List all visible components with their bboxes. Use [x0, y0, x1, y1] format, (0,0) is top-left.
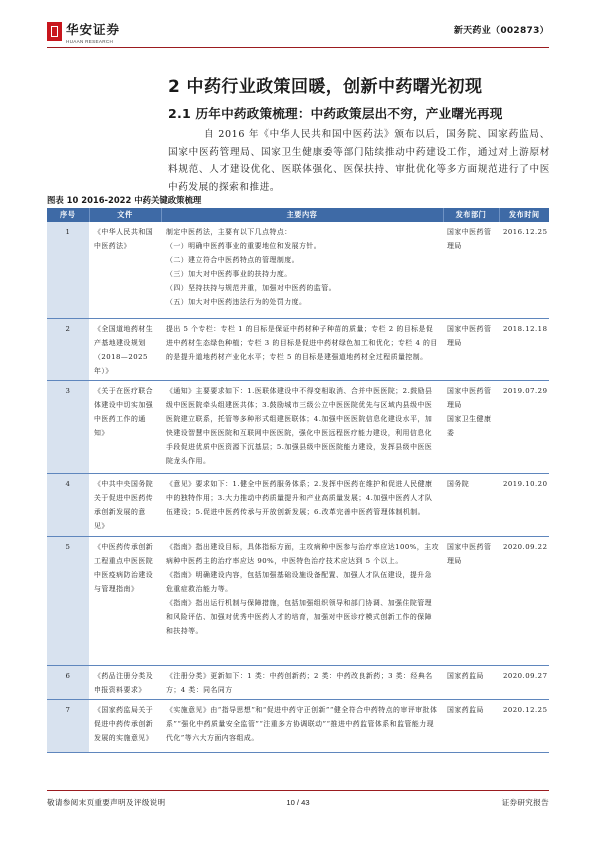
department-name: 国家药监局: [447, 705, 484, 714]
row-content: [161, 318, 443, 380]
row-date: 2020.12.25: [499, 699, 549, 752]
content-line: 《通知》主要要求如下：1.医联体建设中不得变相取消、合并中医医院；2.鼓励县级中医医院牵头组建医共体；3.鼓励城市三级公立中医医院优先与区域内县级中医医院建立联系，托管等多种形式组建医联体；4.加强中医医院信息化建设水平，加快建设智慧中医医院和互联网中医医院，强化中医远程医疗能力建设，利用信息化手段促进优质中医资源下沉基层；5.加强县级中医医院能力建设，发挥县级中医医院龙头作用。: [166, 386, 433, 465]
row-index: 7: [47, 699, 89, 752]
row-content: [161, 473, 443, 536]
table-caption: 图表 10 2016-2022 中药关键政策梳理: [47, 195, 202, 205]
content-line: 制定中医药法，主要有以下几点特点：: [166, 228, 292, 236]
company-ticker: 新天药业（002873）: [453, 26, 549, 36]
row-index: 6: [47, 665, 89, 699]
row-file: 《中医药传承创新工程重点中医医院中医疫病防治建设与管理指南》: [89, 536, 161, 665]
content-line: （一）明确中医药事业的重要地位和发展方针。: [166, 242, 322, 250]
content-line: （二）建立符合中医药特点的管理制度。: [166, 256, 300, 264]
row-department: [443, 473, 499, 536]
column-header-file: 文件: [89, 208, 161, 222]
department-name: 国家药监局: [447, 671, 484, 680]
table-row: [47, 699, 549, 752]
row-file: 《全国道地药材生产基地建设规划（2018—2025 年）》: [89, 318, 161, 380]
content-line: （五）加大对中医药违法行为的处罚力度。: [166, 298, 307, 306]
column-header-department: 发布部门: [443, 208, 499, 222]
department-name: 国家卫生健康委: [447, 414, 492, 437]
huaan-logo-icon: [47, 22, 62, 41]
table-header-row: [47, 208, 549, 222]
column-header-index: 序号: [47, 208, 89, 222]
row-content: [161, 536, 443, 665]
row-file: 《关于在医疗联合体建设中切实加强中医药工作的通知》: [89, 380, 161, 473]
row-index: 2: [47, 318, 89, 380]
row-file: 《药品注册分类及申报资料要求》: [89, 665, 161, 699]
row-department: [443, 665, 499, 699]
row-content: [161, 380, 443, 473]
table-row: [47, 222, 549, 318]
row-date: 2019.07.29: [499, 380, 549, 473]
row-index: 5: [47, 536, 89, 665]
department-name: 国家中医药管理局: [447, 386, 492, 409]
row-department: [443, 222, 499, 318]
row-content: [161, 665, 443, 699]
row-index: 3: [47, 380, 89, 473]
row-department: [443, 318, 499, 380]
row-index: 1: [47, 222, 89, 318]
row-index: 4: [47, 473, 89, 536]
section-subtitle: 2.1 历年中药政策梳理：中药政策层出不穷，产业曙光再现: [168, 106, 503, 121]
column-header-content: 主要内容: [161, 208, 443, 222]
page-number: 10 / 43: [286, 798, 310, 807]
content-line: （三）加大对中医药事业的扶持力度。: [166, 270, 292, 278]
table-row: [47, 380, 549, 473]
content-line: 提出 5 个专栏：专栏 1 的目标是保证中药材种子种苗的质量；专栏 2 的目标是促进中药材生态绿色种植；专栏 3 的目标是促进中药材绿色加工和优化；专栏 4 的目的是提升道地药材产业化水平；专栏 5 的目标是建强道地药材全过程质量控制。: [166, 324, 438, 361]
header-divider: [47, 47, 549, 48]
row-department: [443, 699, 499, 752]
footer-disclaimer: 敬请参阅末页重要声明及评级说明: [47, 798, 166, 807]
content-line: 《指南》指出建设目标，具体指标方面，主攻病种中医参与治疗率应达100%，主攻病种中医药主的治疗率应达 90%，中医特色治疗技术应达到 5 个以上。: [166, 542, 439, 565]
table-row: [47, 318, 549, 380]
content-line: 《指南》指出运行机制与保障措施，包括加强组织领导和部门协调、加强住院管理和风险评估、加强对优秀中医药人才的培育，加强对中医诊疗模式创新工作的保障和扶持等。: [166, 598, 433, 635]
footer-divider: [47, 790, 549, 791]
table-row: [47, 665, 549, 699]
row-content: [161, 222, 443, 318]
row-date: 2016.12.25: [499, 222, 549, 318]
policy-table: [47, 208, 549, 753]
content-line: 《意见》要求如下：1.健全中医药服务体系；2.发挥中医药在维护和促进人民健康中的独特作用；3.大力推动中药质量提升和产业高质量发展；4.加强中医药人才队伍建设；5.促进中医药传承与开放创新发展；6.改革完善中医药管理体制机制。: [166, 479, 433, 516]
body-paragraph: 自 2016 年《中华人民共和国中医药法》颁布以后，国务院、国家药监局、国家中医药管理局、国家卫生健康委等部门陆续推动中药建设工作，通过对上游原材料规范、人才建设优化、医联体强化、医保扶持、审批优化等多方面规范进行了中医中药发展的探索和推进。: [168, 129, 550, 194]
footer-report-type: 证券研究报告: [501, 798, 549, 807]
row-department: [443, 380, 499, 473]
content-line: （四）坚持扶持与规范并重，加强对中医药的监管。: [166, 284, 336, 292]
table-row: [47, 536, 549, 665]
row-date: 2020.09.22: [499, 536, 549, 665]
content-line: 《指南》明确建设内容，包括加强基础设施设备配置、加强人才队伍建设，提升急危重症救治能力等。: [166, 570, 433, 593]
content-line: 《实施意见》由“指导思想”和“促进中药守正创新”“健全符合中药特点的审评审批体系”“强化中药质量安全监管”“注重多方协调联动”“推进中药监管体系和监管能力现代化”等六大方面内容组成。: [166, 705, 438, 742]
column-header-date: 发布时间: [499, 208, 549, 222]
logo-subtitle: HUAAN RESEARCH: [66, 39, 114, 44]
row-file: 《中共中央国务院关于促进中医药传承创新发展的意见》: [89, 473, 161, 536]
content-line: 《注册分类》更新如下：1 类：中药创新药；2 类：中药改良新药；3 类：经典名方；4 类：同名同方: [166, 671, 433, 694]
department-name: 国家中医药管理局: [447, 228, 492, 250]
department-name: 国家中医药管理局: [447, 324, 492, 347]
row-date: 2019.10.20: [499, 473, 549, 536]
logo-name: 华安证券: [66, 22, 121, 37]
row-date: 2018.12.18: [499, 318, 549, 380]
department-name: 国家中医药管理局: [447, 542, 492, 565]
row-department: [443, 536, 499, 665]
row-file: 《中华人民共和国中医药法》: [89, 222, 161, 318]
row-content: [161, 699, 443, 752]
row-file: 《国家药监局关于促进中药传承创新发展的实施意见》: [89, 699, 161, 752]
row-date: 2020.09.27: [499, 665, 549, 699]
section-title: 2 中药行业政策回暖，创新中药曙光初现: [168, 77, 483, 97]
table-row: [47, 473, 549, 536]
department-name: 国务院: [447, 479, 470, 488]
